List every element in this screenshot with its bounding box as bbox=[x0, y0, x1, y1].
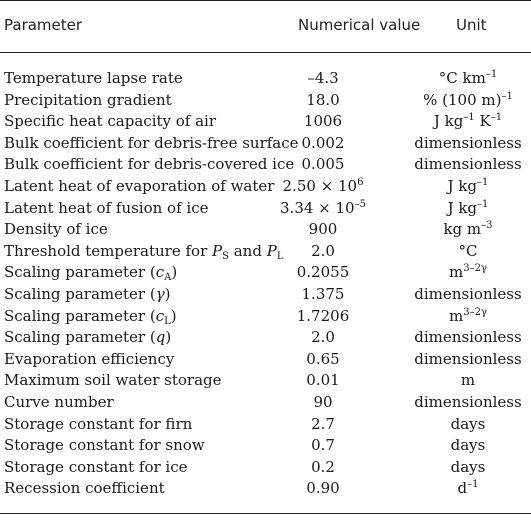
unit-exponent: –1 bbox=[463, 112, 475, 124]
table-row bbox=[0, 327, 531, 349]
unit-exponent: –1 bbox=[477, 176, 489, 188]
unit-text: °C bbox=[458, 241, 478, 260]
parameter-text: Latent heat of evaporation of water bbox=[4, 176, 275, 195]
value-cell bbox=[262, 219, 384, 241]
unit-cell bbox=[410, 457, 526, 479]
unit-cell bbox=[410, 198, 526, 220]
value-exponent: 6 bbox=[357, 176, 364, 188]
value-text: 0.65 bbox=[306, 349, 340, 368]
value-cell bbox=[262, 457, 384, 479]
value-text: 0.90 bbox=[306, 479, 340, 498]
parameter-text: ) bbox=[164, 284, 171, 303]
parameter-cell bbox=[4, 133, 299, 155]
unit-cell bbox=[410, 90, 526, 112]
table-body bbox=[0, 68, 531, 500]
value-cell bbox=[262, 327, 384, 349]
value-cell bbox=[262, 198, 384, 220]
unit-text: m bbox=[449, 306, 464, 325]
unit-cell bbox=[410, 370, 526, 392]
value-text: 0.2 bbox=[311, 457, 335, 476]
parameter-cell bbox=[4, 457, 188, 479]
column-header-value: Numerical value bbox=[298, 16, 421, 34]
value-cell bbox=[262, 349, 384, 371]
parameter-cell bbox=[4, 327, 171, 349]
unit-text: dimensionless bbox=[414, 284, 522, 303]
parameter-text: Scaling parameter ( bbox=[4, 328, 156, 347]
table-row bbox=[0, 370, 531, 392]
unit-exponent: –1 bbox=[477, 198, 489, 210]
value-cell bbox=[262, 435, 384, 457]
value-cell bbox=[262, 414, 384, 436]
value-cell bbox=[262, 154, 384, 176]
parameter-text: Density of ice bbox=[4, 220, 108, 239]
value-text: 1.375 bbox=[301, 284, 345, 303]
value-text: 0.005 bbox=[301, 155, 345, 174]
value-cell bbox=[262, 111, 384, 133]
unit-cell bbox=[410, 435, 526, 457]
table-row bbox=[0, 111, 531, 133]
value-text: –4.3 bbox=[307, 69, 339, 87]
unit-exponent: –1 bbox=[490, 112, 503, 124]
value-cell bbox=[262, 306, 384, 328]
value-text: 900 bbox=[308, 220, 338, 239]
parameter-text: Scaling parameter ( bbox=[4, 263, 156, 282]
value-text: 2.0 bbox=[311, 241, 335, 260]
parameter-text: Bulk coefficient for debris-free surface bbox=[4, 133, 299, 152]
table-row bbox=[0, 219, 531, 241]
unit-exponent: –1 bbox=[485, 69, 498, 80]
unit-cell bbox=[410, 111, 526, 133]
parameter-text: Curve number bbox=[4, 392, 114, 411]
parameter-symbol: c bbox=[155, 263, 165, 282]
parameter-symbol: P bbox=[212, 241, 223, 260]
unit-text: dimensionless bbox=[414, 133, 522, 152]
unit-cell bbox=[410, 349, 526, 371]
parameter-symbol: q bbox=[155, 328, 166, 347]
value-cell bbox=[262, 370, 384, 392]
parameter-cell bbox=[4, 198, 209, 220]
parameter-text: Threshold temperature for bbox=[4, 241, 213, 260]
unit-text: dimensionless bbox=[414, 392, 522, 411]
parameter-cell bbox=[4, 262, 177, 284]
table-row bbox=[0, 478, 531, 500]
unit-exponent: –3 bbox=[481, 220, 493, 232]
unit-cell bbox=[410, 241, 526, 263]
unit-text: kg m bbox=[443, 220, 482, 239]
parameter-cell bbox=[4, 306, 177, 328]
value-cell bbox=[262, 133, 384, 155]
table-row bbox=[0, 414, 531, 436]
value-text: 0.01 bbox=[306, 371, 340, 390]
table-row bbox=[0, 176, 531, 198]
unit-exponent: –1 bbox=[467, 479, 479, 491]
parameter-symbol: P bbox=[266, 241, 277, 260]
value-cell bbox=[262, 90, 384, 112]
unit-text: d bbox=[457, 479, 468, 498]
value-text: 0.2055 bbox=[296, 263, 350, 282]
value-text: 2.0 bbox=[311, 328, 335, 347]
unit-cell bbox=[410, 262, 526, 284]
table-row bbox=[0, 435, 531, 457]
value-cell bbox=[262, 241, 384, 263]
value-cell bbox=[262, 392, 384, 414]
unit-exponent: 3–2γ bbox=[463, 306, 487, 318]
unit-text: m bbox=[460, 371, 476, 390]
value-cell bbox=[262, 478, 384, 500]
unit-cell bbox=[410, 414, 526, 436]
table-row bbox=[0, 154, 531, 176]
unit-text: K bbox=[474, 112, 491, 131]
parameter-subscript: A bbox=[164, 272, 172, 284]
unit-exponent: –1 bbox=[501, 90, 513, 102]
table-row bbox=[0, 306, 531, 328]
table-row bbox=[0, 262, 531, 284]
parameter-text: ) bbox=[170, 306, 177, 325]
unit-text: days bbox=[450, 414, 486, 433]
value-text: 2.7 bbox=[311, 414, 335, 433]
unit-cell bbox=[410, 176, 526, 198]
table-row bbox=[0, 349, 531, 371]
value-cell bbox=[262, 68, 384, 90]
unit-text: days bbox=[450, 457, 486, 476]
value-cell bbox=[262, 176, 384, 198]
parameter-cell bbox=[4, 349, 174, 371]
unit-text: dimensionless bbox=[414, 349, 522, 368]
value-cell bbox=[262, 262, 384, 284]
parameter-text: Temperature lapse rate bbox=[4, 69, 183, 87]
parameter-cell bbox=[4, 435, 205, 457]
parameter-text: Maximum soil water storage bbox=[4, 371, 222, 390]
column-header-parameter: Parameter bbox=[4, 16, 83, 34]
parameter-text: ) bbox=[171, 263, 178, 282]
value-cell bbox=[262, 284, 384, 306]
table-bottom-rule bbox=[0, 513, 531, 514]
unit-text: dimensionless bbox=[414, 155, 522, 174]
value-text: 1006 bbox=[303, 112, 343, 131]
value-text: 18.0 bbox=[306, 90, 340, 109]
unit-text: J kg bbox=[433, 112, 464, 131]
table-header-rule bbox=[0, 52, 531, 53]
parameter-cell bbox=[4, 478, 165, 500]
parameter-text: Bulk coefficient for debris-covered ice bbox=[4, 155, 295, 174]
unit-text: days bbox=[450, 436, 486, 455]
unit-cell bbox=[410, 133, 526, 155]
parameter-text: ) bbox=[165, 328, 172, 347]
table-row bbox=[0, 284, 531, 306]
unit-text: J kg bbox=[447, 176, 478, 195]
unit-cell bbox=[410, 284, 526, 306]
table-top-rule bbox=[0, 0, 531, 1]
unit-text: % (100 m) bbox=[423, 90, 502, 109]
parameter-cell bbox=[4, 392, 114, 414]
table-row bbox=[0, 241, 531, 263]
unit-text: m bbox=[449, 263, 464, 282]
parameter-symbol: c bbox=[155, 306, 165, 325]
unit-cell bbox=[410, 68, 526, 90]
value-text: 0.002 bbox=[301, 133, 345, 152]
parameter-cell bbox=[4, 284, 171, 306]
table-row bbox=[0, 68, 531, 90]
unit-cell bbox=[410, 392, 526, 414]
column-header-unit: Unit bbox=[456, 16, 487, 34]
parameter-text: Latent heat of fusion of ice bbox=[4, 198, 209, 217]
unit-cell bbox=[410, 327, 526, 349]
parameter-cell bbox=[4, 219, 108, 241]
parameter-subscript: L bbox=[164, 315, 171, 327]
parameter-subscript: L bbox=[276, 250, 284, 262]
parameter-text: Scaling parameter ( bbox=[4, 306, 156, 325]
parameter-cell bbox=[4, 414, 192, 436]
unit-text: dimensionless bbox=[414, 328, 522, 347]
parameter-symbol: γ bbox=[155, 284, 165, 303]
unit-cell bbox=[410, 154, 526, 176]
table-row bbox=[0, 457, 531, 479]
table-row bbox=[0, 392, 531, 414]
parameter-cell bbox=[4, 241, 283, 263]
unit-cell bbox=[410, 478, 526, 500]
parameter-text: Scaling parameter ( bbox=[4, 284, 156, 303]
value-text: 2.50 × 10 bbox=[282, 176, 358, 195]
unit-cell bbox=[410, 219, 526, 241]
parameter-text: Specific heat capacity of air bbox=[4, 112, 217, 131]
table-row bbox=[0, 90, 531, 112]
parameter-cell bbox=[4, 90, 172, 112]
parameter-text: Storage constant for snow bbox=[4, 436, 205, 455]
value-text: 90 bbox=[313, 392, 333, 411]
value-text: 3.34 × 10 bbox=[280, 198, 355, 217]
unit-exponent: 3–2γ bbox=[463, 263, 487, 275]
parameter-text: Storage constant for ice bbox=[4, 457, 188, 476]
value-text: 0.7 bbox=[311, 436, 335, 455]
parameter-text: Evaporation efficiency bbox=[4, 349, 175, 368]
parameter-cell bbox=[4, 68, 183, 90]
parameter-cell bbox=[4, 370, 222, 392]
unit-text: °C km bbox=[438, 69, 486, 87]
parameter-text: Precipitation gradient bbox=[4, 90, 172, 109]
parameter-text: Storage constant for firn bbox=[4, 414, 193, 433]
unit-cell bbox=[410, 306, 526, 328]
unit-text: J kg bbox=[447, 198, 478, 217]
value-text: 1.7206 bbox=[296, 306, 350, 325]
parameter-subscript: S bbox=[222, 250, 229, 262]
parameter-cell bbox=[4, 154, 294, 176]
parameter-text: and bbox=[228, 241, 267, 260]
value-exponent: –5 bbox=[354, 198, 366, 210]
parameter-text: Recession coefficient bbox=[4, 479, 165, 498]
table-row bbox=[0, 133, 531, 155]
table-row bbox=[0, 198, 531, 220]
parameter-cell bbox=[4, 111, 216, 133]
parameter-cell bbox=[4, 176, 274, 198]
